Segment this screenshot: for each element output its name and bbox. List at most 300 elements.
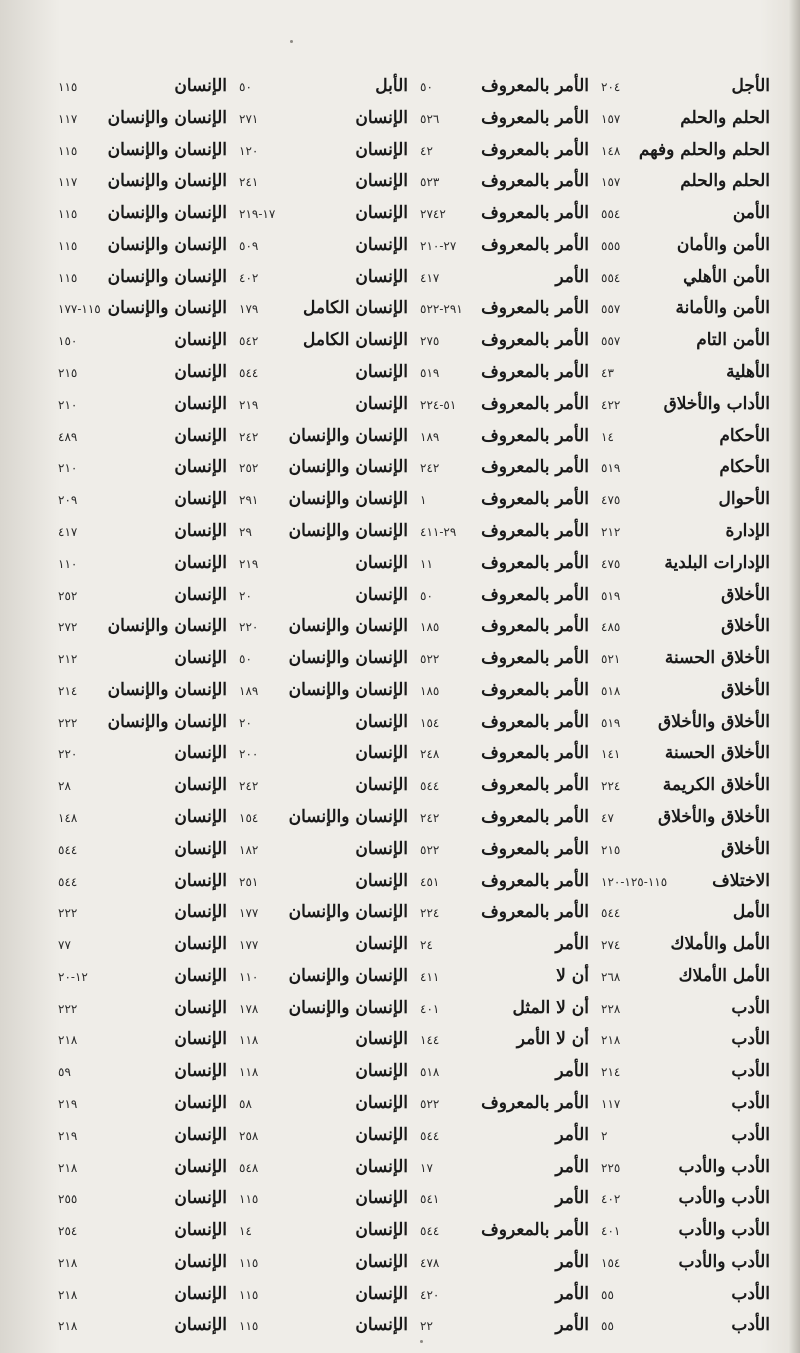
index-columns [52, 70, 776, 1341]
index-term: أن لا الأمر [516, 1029, 589, 1050]
index-term: الإنسان والإنسان [288, 520, 408, 541]
page-number: ٤٣ [601, 366, 614, 381]
index-entry [58, 865, 227, 897]
index-term: الأمر بالمعروف [481, 203, 589, 224]
index-entry [601, 1055, 770, 1087]
page-number: ٥٠ [420, 588, 433, 603]
index-term: الإنسان [355, 743, 408, 764]
index-term: الإنسان والإنسان [288, 679, 408, 700]
index-entry [58, 1023, 227, 1055]
page-number: ٥٢٢ [420, 652, 440, 667]
index-entry [420, 356, 589, 388]
index-entry [58, 1246, 227, 1278]
index-entry [58, 992, 227, 1024]
index-entry [58, 1055, 227, 1087]
index-entry [420, 388, 589, 420]
page-number: ٤١٧ [420, 270, 440, 285]
index-term: الأمر بالمعروف [481, 902, 589, 923]
page-number: ٥٤٤ [420, 1224, 440, 1239]
index-entry [239, 674, 408, 706]
index-term: الأمر بالمعروف [481, 743, 589, 764]
index-entry [420, 547, 589, 579]
index-term: الإنسان [174, 1156, 227, 1177]
index-entry [239, 515, 408, 547]
index-entry [420, 134, 589, 166]
index-term: الإنسان والإنسان [107, 266, 227, 287]
index-entry [601, 1151, 770, 1183]
page-number: ٤٨٥ [601, 620, 621, 635]
index-term: الأمر [555, 266, 589, 287]
index-term: الإنسان والإنسان [288, 648, 408, 669]
index-term: الأخلاق والأخلاق [658, 711, 770, 732]
page-number: ١١٥ [239, 1319, 259, 1334]
index-entry [601, 1214, 770, 1246]
index-entry [58, 292, 227, 324]
index-term: الأخلاق [721, 679, 770, 700]
index-term: الأخلاق [721, 616, 770, 637]
index-term: الإنسان [174, 330, 227, 351]
index-term: الإنسان [174, 997, 227, 1018]
page-number: ٢٥٢ [239, 461, 259, 476]
page-number: ٢١٨ [58, 1319, 78, 1334]
index-entry [601, 992, 770, 1024]
index-term: الإنسان [355, 1220, 408, 1241]
page-number: ٤٠٢ [601, 1192, 621, 1207]
index-entry [58, 1087, 227, 1119]
index-term: الأمن التام [696, 330, 770, 351]
index-entry [239, 1246, 408, 1278]
index-term: الأمر بالمعروف [481, 806, 589, 827]
page-number: ١١٨ [239, 1033, 259, 1048]
index-term: أن لا المثل [512, 997, 589, 1018]
index-term: الأدب [731, 997, 770, 1018]
index-entry [58, 134, 227, 166]
index-entry [58, 896, 227, 928]
index-entry [58, 833, 227, 865]
index-term: الإنسان والإنسان [107, 139, 227, 160]
index-entry [601, 769, 770, 801]
page-number: ١٥٠ [58, 334, 78, 349]
page-edge [788, 0, 800, 1353]
page-number: ٥٤٤ [601, 906, 621, 921]
index-entry [420, 324, 589, 356]
index-term: الإنسان [174, 1188, 227, 1209]
page-number: ٤٥١ [420, 874, 440, 889]
index-entry [239, 197, 408, 229]
index-term: الإنسان والإنسان [107, 298, 227, 319]
index-entry [601, 1182, 770, 1214]
index-entry [58, 483, 227, 515]
page-number: ٢٤٢ [420, 461, 440, 476]
index-term: الإنسان [355, 552, 408, 573]
index-entry [601, 292, 770, 324]
page-number: ٥٥٧ [601, 334, 621, 349]
index-term: الإنسان [355, 393, 408, 414]
index-term: الأخلاق الحسنة [664, 648, 770, 669]
index-term: الإنسان والإنسان [107, 203, 227, 224]
index-entry [239, 1087, 408, 1119]
index-term: الإنسان [355, 838, 408, 859]
page-number: ٥٢٢ [420, 842, 440, 857]
page-number: ٢٧٤ [601, 938, 621, 953]
index-term: الأخلاق [721, 838, 770, 859]
index-entry [239, 865, 408, 897]
page-number: ٥٠ [239, 80, 252, 94]
index-entry [601, 451, 770, 483]
page-number: ٢٩١ [239, 493, 259, 508]
index-column-1 [595, 70, 776, 1341]
index-term: الإنسان [174, 806, 227, 827]
index-entry [58, 737, 227, 769]
index-term: الإنسان [174, 520, 227, 541]
index-entry [601, 483, 770, 515]
page-number: ١١٥ [239, 1255, 259, 1270]
index-entry [58, 674, 227, 706]
index-entry [420, 674, 589, 706]
index-entry [239, 1278, 408, 1310]
index-term: الإدارات البلدية [664, 552, 770, 573]
index-term: الأمن الأهلي [683, 266, 770, 287]
index-entry [601, 420, 770, 452]
index-entry [601, 388, 770, 420]
page-number: ٢٢٢ [58, 1001, 78, 1016]
index-term: الأجل [731, 76, 770, 96]
page-number: ١١٥ [239, 1287, 259, 1302]
page-number: ٢١٢ [58, 652, 78, 667]
index-term: الأمر بالمعروف [481, 552, 589, 573]
index-term: الإنسان [355, 107, 408, 128]
page-number: ١٨٥ [420, 620, 440, 635]
index-term: الأمر بالمعروف [481, 838, 589, 859]
page-number: ٥١٨ [601, 683, 621, 698]
index-entry [601, 102, 770, 134]
page-number: ١١٥ [239, 1192, 259, 1207]
page-number: ١١٠ [239, 969, 259, 984]
page-number: ١٧٨ [239, 1001, 259, 1016]
page-number: ٢٦٨ [601, 969, 621, 984]
page-number: ٤٧٨ [420, 1255, 440, 1270]
index-entry [601, 1246, 770, 1278]
index-term: الإنسان والإنسان [288, 425, 408, 446]
page-number: ٢١٥ [58, 366, 78, 381]
page-number: ٢٢٠ [58, 747, 78, 762]
index-term: الإنسان [355, 1188, 408, 1209]
page-number: ٥١٩ [420, 366, 440, 381]
index-term: الإنسان [355, 1283, 408, 1304]
page-number: ٢٧٤٢ [420, 207, 446, 222]
page-number: ٥٨ [239, 1097, 252, 1111]
page-number: ١٨٢ [239, 842, 259, 857]
page-number: ١٧-٢١٩ [239, 207, 276, 222]
index-entry [420, 928, 589, 960]
index-entry [420, 1214, 589, 1246]
index-entry [420, 1182, 589, 1214]
index-term: الأمر بالمعروف [481, 616, 589, 637]
index-entry [601, 1023, 770, 1055]
index-column-2 [414, 70, 595, 1341]
index-term: الأبل [375, 76, 408, 96]
index-term: الأمر بالمعروف [481, 298, 589, 319]
index-term: الإنسان [355, 266, 408, 287]
index-term: الأحوال [718, 489, 770, 510]
index-entry [239, 1214, 408, 1246]
index-entry [420, 451, 589, 483]
index-entry [601, 1309, 770, 1341]
index-entry [601, 960, 770, 992]
index-term: الأمر [555, 934, 589, 955]
index-entry [239, 70, 408, 102]
page-number: ٥٢٣ [420, 175, 440, 190]
index-term: الأدب والأدب [678, 1156, 770, 1177]
index-entry [239, 610, 408, 642]
page-number: ٥٠٩ [239, 238, 259, 253]
index-term: الإنسان والإنسان [107, 616, 227, 637]
index-entry [239, 165, 408, 197]
index-entry [239, 642, 408, 674]
page-number: ١٤١ [601, 747, 621, 762]
index-entry [58, 610, 227, 642]
page-number: ٢٢٤ [420, 906, 440, 921]
index-term: الإنسان [174, 965, 227, 986]
index-term: الإنسان [355, 234, 408, 255]
index-entry [58, 420, 227, 452]
index-column-4 [52, 70, 233, 1341]
index-entry [239, 134, 408, 166]
page-number: ٢٠ [239, 715, 252, 730]
index-term: الحلم والحلم [680, 171, 770, 192]
page-number: ١٥٧ [601, 111, 621, 126]
page-number: ٥٢٦ [420, 111, 440, 126]
index-entry [420, 70, 589, 102]
index-entry [601, 70, 770, 102]
index-entry [601, 197, 770, 229]
index-term: الأخلاق [721, 584, 770, 605]
page-number: ٥٠ [420, 80, 433, 94]
index-entry [58, 1278, 227, 1310]
index-term: الأمر بالمعروف [481, 234, 589, 255]
index-term: الإنسان [355, 775, 408, 796]
page-number: ١١٨ [239, 1065, 259, 1080]
page-number: ٢٢٢ [58, 715, 78, 730]
page-number: ١٤٨ [58, 810, 78, 825]
index-entry [601, 801, 770, 833]
page-number: ١١٥ [58, 270, 78, 285]
page-number: ٢٢٨ [601, 1001, 621, 1016]
page-number: ٧٧ [58, 938, 71, 953]
index-entry [239, 928, 408, 960]
page-number: ٢٧٢ [58, 620, 78, 635]
index-term: الإنسان [174, 648, 227, 669]
index-entry [420, 102, 589, 134]
page-number: ٢١٤ [601, 1065, 621, 1080]
index-entry [239, 1309, 408, 1341]
index-term: الإنسان الكامل [302, 330, 408, 351]
page-number: ٢٢٠ [239, 620, 259, 635]
index-entry [601, 896, 770, 928]
index-term: الإنسان [174, 1315, 227, 1336]
index-entry [601, 706, 770, 738]
index-term: الأمن والأمانة [675, 298, 770, 319]
page-number: ٤٧٥ [601, 493, 621, 508]
index-entry [601, 737, 770, 769]
page-number: ٤٢ [420, 143, 433, 158]
page-number: ٢٢ [420, 1319, 433, 1334]
index-entry [420, 261, 589, 293]
index-term: الإنسان [355, 1315, 408, 1336]
page-number: ١٤ [239, 1224, 252, 1239]
index-entry [420, 483, 589, 515]
index-entry [239, 896, 408, 928]
index-entry [239, 388, 408, 420]
index-entry [239, 483, 408, 515]
index-term: الإنسان [174, 584, 227, 605]
page-number: ٥١٩ [601, 588, 621, 603]
page-number: ١١٧ [58, 175, 78, 190]
index-entry [601, 324, 770, 356]
index-term: الأمر بالمعروف [481, 489, 589, 510]
page-number: ٢١٥ [601, 842, 621, 857]
page-number: ٢١٨ [58, 1033, 78, 1048]
index-term: الأمر [555, 1251, 589, 1272]
page-number: ٤٢٠ [420, 1287, 440, 1302]
index-entry [601, 833, 770, 865]
index-term: الإنسان [174, 870, 227, 891]
index-entry [58, 1309, 227, 1341]
page-number: ١١٧ [58, 111, 78, 126]
index-term: الإنسان [355, 139, 408, 160]
index-column-3 [233, 70, 414, 1341]
index-term: الأمر بالمعروف [481, 870, 589, 891]
index-entry [601, 865, 770, 897]
page-number: ٤٧٥ [601, 556, 621, 571]
index-entry [239, 229, 408, 261]
page-number: ٢٤٢ [239, 429, 259, 444]
index-entry [601, 165, 770, 197]
index-entry [420, 706, 589, 738]
index-entry [420, 292, 589, 324]
page-number: ١٤٤ [420, 1033, 440, 1048]
index-entry [58, 261, 227, 293]
page-number: ٥٤٤ [239, 366, 259, 381]
index-term: الإنسان الكامل [302, 298, 408, 319]
page-number: ١١ [420, 556, 433, 571]
index-term: الأمر بالمعروف [481, 107, 589, 128]
index-term: الإنسان [174, 1093, 227, 1113]
index-term: الأمر بالمعروف [481, 711, 589, 732]
index-term: الإنسان والإنسان [288, 806, 408, 827]
page-number: ٢١٨ [58, 1255, 78, 1270]
index-entry [239, 769, 408, 801]
page-number: ٤٧ [601, 810, 614, 825]
page-number: ٥٤٤ [420, 1128, 440, 1143]
index-entry [601, 610, 770, 642]
page-number: ١٤ [601, 429, 614, 444]
index-entry [239, 992, 408, 1024]
page-number: ١١٧ [601, 1097, 621, 1111]
index-entry [239, 292, 408, 324]
page-number: ٥٩ [58, 1065, 71, 1080]
page-number: ٢٧-٢١٠ [420, 238, 457, 253]
index-entry [58, 324, 227, 356]
index-entry [420, 769, 589, 801]
index-term: الإنسان [355, 1156, 408, 1177]
page-number: ١٢-٢٠ [58, 969, 88, 984]
index-term: الأمر [555, 1156, 589, 1177]
page-number: ٢١٨ [601, 1033, 621, 1048]
index-entry [420, 1023, 589, 1055]
page-number: ٢٧١ [239, 111, 259, 126]
index-term: أن لا [556, 965, 589, 986]
index-entry [601, 356, 770, 388]
index-term: الأمن والأمان [676, 234, 770, 255]
page-number: ٢٢٢ [58, 906, 78, 921]
index-entry [58, 769, 227, 801]
index-term: الإنسان [355, 870, 408, 891]
index-term: الأمر بالمعروف [481, 171, 589, 192]
index-term: الأدب [731, 1283, 770, 1304]
index-term: الأمر بالمعروف [481, 362, 589, 383]
index-term: الأمر بالمعروف [481, 393, 589, 414]
index-term: الإنسان [174, 489, 227, 510]
page-number: ٤١١ [420, 969, 440, 984]
index-entry [601, 547, 770, 579]
page-number: ٤٨٩ [58, 429, 78, 444]
page-number: ٥٤٨ [239, 1160, 259, 1175]
page-number: ١١٥ [58, 207, 78, 222]
index-term: الإنسان والإنسان [107, 107, 227, 128]
page-number: ٢١٢ [601, 524, 621, 539]
page-number: ١١٥ [58, 80, 78, 94]
index-entry [420, 1055, 589, 1087]
page-number: ٢٥٥ [58, 1192, 78, 1207]
index-term: الإنسان والإنسان [107, 711, 227, 732]
index-term: الإنسان [355, 171, 408, 192]
page-number: ٥٥٥ [601, 238, 621, 253]
page-number: ٥٤٤ [420, 779, 440, 794]
index-entry [420, 515, 589, 547]
index-term: الإنسان والإنسان [288, 902, 408, 923]
page-number: ١٧٩ [239, 302, 259, 317]
index-entry [420, 960, 589, 992]
index-term: الإدارة [725, 520, 770, 541]
page-number: ٢ [601, 1128, 608, 1143]
index-term: الأمن [732, 203, 770, 224]
index-entry [239, 801, 408, 833]
margin-speck [420, 1340, 423, 1343]
index-term: الإنسان [355, 934, 408, 955]
index-entry [420, 801, 589, 833]
index-term: الأمر بالمعروف [481, 648, 589, 669]
page-number: ٢١٠ [58, 397, 78, 412]
index-term: الأدب [731, 1093, 770, 1113]
page-number: ١٤٨ [601, 143, 621, 158]
page-number: ٥٤٤ [58, 874, 78, 889]
index-term: الاختلاف [712, 870, 770, 891]
index-entry [239, 102, 408, 134]
index-entry [420, 1309, 589, 1341]
page-number: ١٥٧ [601, 175, 621, 190]
index-entry [58, 928, 227, 960]
index-term: الإنسان [174, 425, 227, 446]
page-number: ١٧٧ [239, 906, 259, 921]
page-number: ٢٤١ [239, 175, 259, 190]
page-number: ٥٤٤ [58, 842, 78, 857]
index-term: الأمل الأملاك [678, 965, 770, 986]
index-term: الأحكام [719, 425, 770, 446]
index-entry [601, 674, 770, 706]
index-entry [58, 801, 227, 833]
index-term: الأمر بالمعروف [481, 520, 589, 541]
